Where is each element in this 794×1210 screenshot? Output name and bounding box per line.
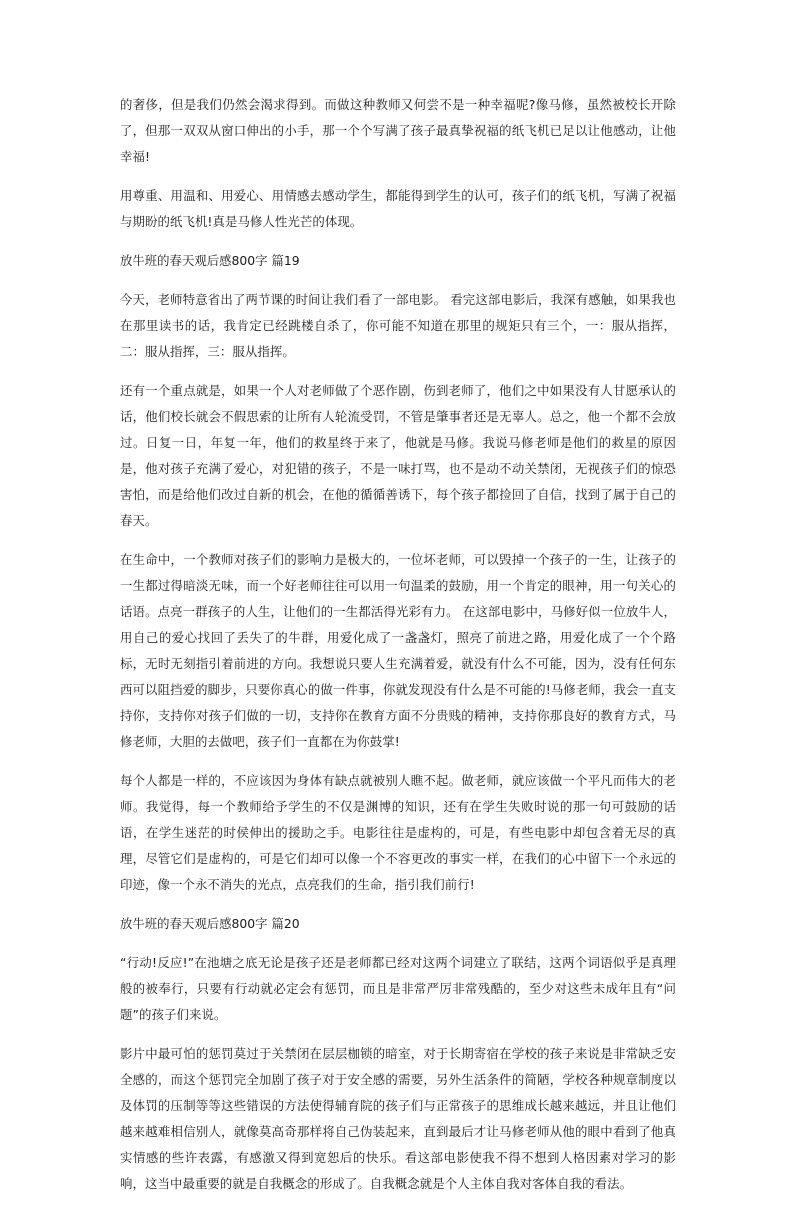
paragraph: 的奢侈，但是我们仍然会渴求得到。而做这种教师又何尝不是一种幸福呢?像马修，虽然被校长开除了，但那一双双从窗口伸出的小手，那一个个写满了孩子最真挚祝福的纸飞机已足以让他感动，让他幸福! [120,97,676,164]
paragraph: 每个人都是一样的，不应该因为身体有缺点就被别人瞧不起。做老师，就应该做一个平凡而伟大的老师。我觉得，每一个教师给予学生的不仅是渊博的知识，还有在学生失败时说的那一句可鼓励的话语，在学生迷茫的时侯伸出的援助之手。电影往往是虚构的，可是，有些电影中却包含着无尽的真理，尽管它们是虚构的，可是它们却可以像一个不容更改的事实一样，在我们的心中留下一个永远的印迹，像一个永不消失的光点，点亮我们的生命，指引我们前行! [120,773,676,892]
section-heading: 放牛班的春天观后感800字 篇20 [120,916,300,931]
document-page [120,92,676,1210]
paragraph: 用尊重、用温和、用爱心、用情感去感动学生，都能得到学生的认可，孩子们的纸飞机，写满了祝福与期盼的纸飞机!真是马修人性光芒的体现。 [120,188,676,229]
paragraph: 今天，老师特意省出了两节课的时间让我们看了一部电影。 看完这部电影后，我深有感触，如果我也在那里读书的话，我肯定已经跳楼自杀了，你可能不知道在那里的规矩只有三个，一：服从指挥，二：服从指挥，三：服从指挥。 [120,292,676,359]
paragraph: 影片中最可怕的惩罚莫过于关禁闭在层层枷锁的暗室，对于长期寄宿在学校的孩子来说是非常缺乏安全感的，而这个惩罚完全加剧了孩子对于安全感的需要，另外生活条件的简陋，学校各种规章制度以及体罚的压制等等这些错误的方法使得辅育院的孩子们与正常孩子的思维成长越来越远，并且让他们越来越难相信别人，就像莫高奇那样将自己伪装起来，直到最后才让马修老师从他的眼中看到了他真实情感的些许表露，有感激又得到宽恕后的快乐。看这部电影使我不得不想到人格因素对学习的影响，这当中最重要的就是自我概念的形成了。自我概念就是个人主体自我对客体自我的看法。 [120,1046,676,1191]
section-heading: 放牛班的春天观后感800字 篇19 [120,253,300,268]
paragraph: 还有一个重点就是，如果一个人对老师做了个恶作剧，伤到老师了，他们之中如果没有人甘愿承认的话，他们校长就会不假思索的让所有人轮流受罚，不管是肇事者还是无辜人。总之，他一个都不会放过。日复一日，年复一年，他们的救星终于来了，他就是马修。我说马修老师是他们的救星的原因是，他对孩子充满了爱心，对犯错的孩子，不是一味打骂，也不是动不动关禁闭，无视孩子们的惊恐害怕，而是给他们改过自新的机会，在他的循循善诱下，每个孩子都捡回了自信，找到了属于自己的春天。 [120,383,676,528]
paragraph: “行动!反应!”在池塘之底无论是孩子还是老师都已经对这两个词建立了联结，这两个词语似乎是真理般的被奉行，只要有行动就必定会有惩罚，而且是非常严厉非常残酷的，至少对这些未成年且有“问题”的孩子们来说。 [120,955,676,1022]
paragraph: 在生命中，一个教师对孩子们的影响力是极大的，一位坏老师，可以毁掉一个孩子的一生，让孩子的一生都过得暗淡无味，而一个好老师往往可以用一句温柔的鼓励，用一个肯定的眼神，用一句关心的话语。点亮一群孩子的人生，让他们的一生都活得光彩有力。 在这部电影中，马修好似一位放牛人，用自己的爱心找回了丢失了的牛群，用爱化成了一盏盏灯，照亮了前进之路，用爱化成了一个个路标，无时无刻指引着前进的方向。我想说只要人生充满着爱，就没有什么不可能，因为，没有任何东西可以阻挡爱的脚步，只要你真心的做一件事，你就发现没有什么是不可能的!马修老师，我会一直支持你，支持你对孩子们做的一切，支持你在教育方面不分贵贱的精神，支持你那良好的教育方式，马修老师，大胆的去做吧，孩子们一直都在为你鼓掌! [120,552,676,749]
